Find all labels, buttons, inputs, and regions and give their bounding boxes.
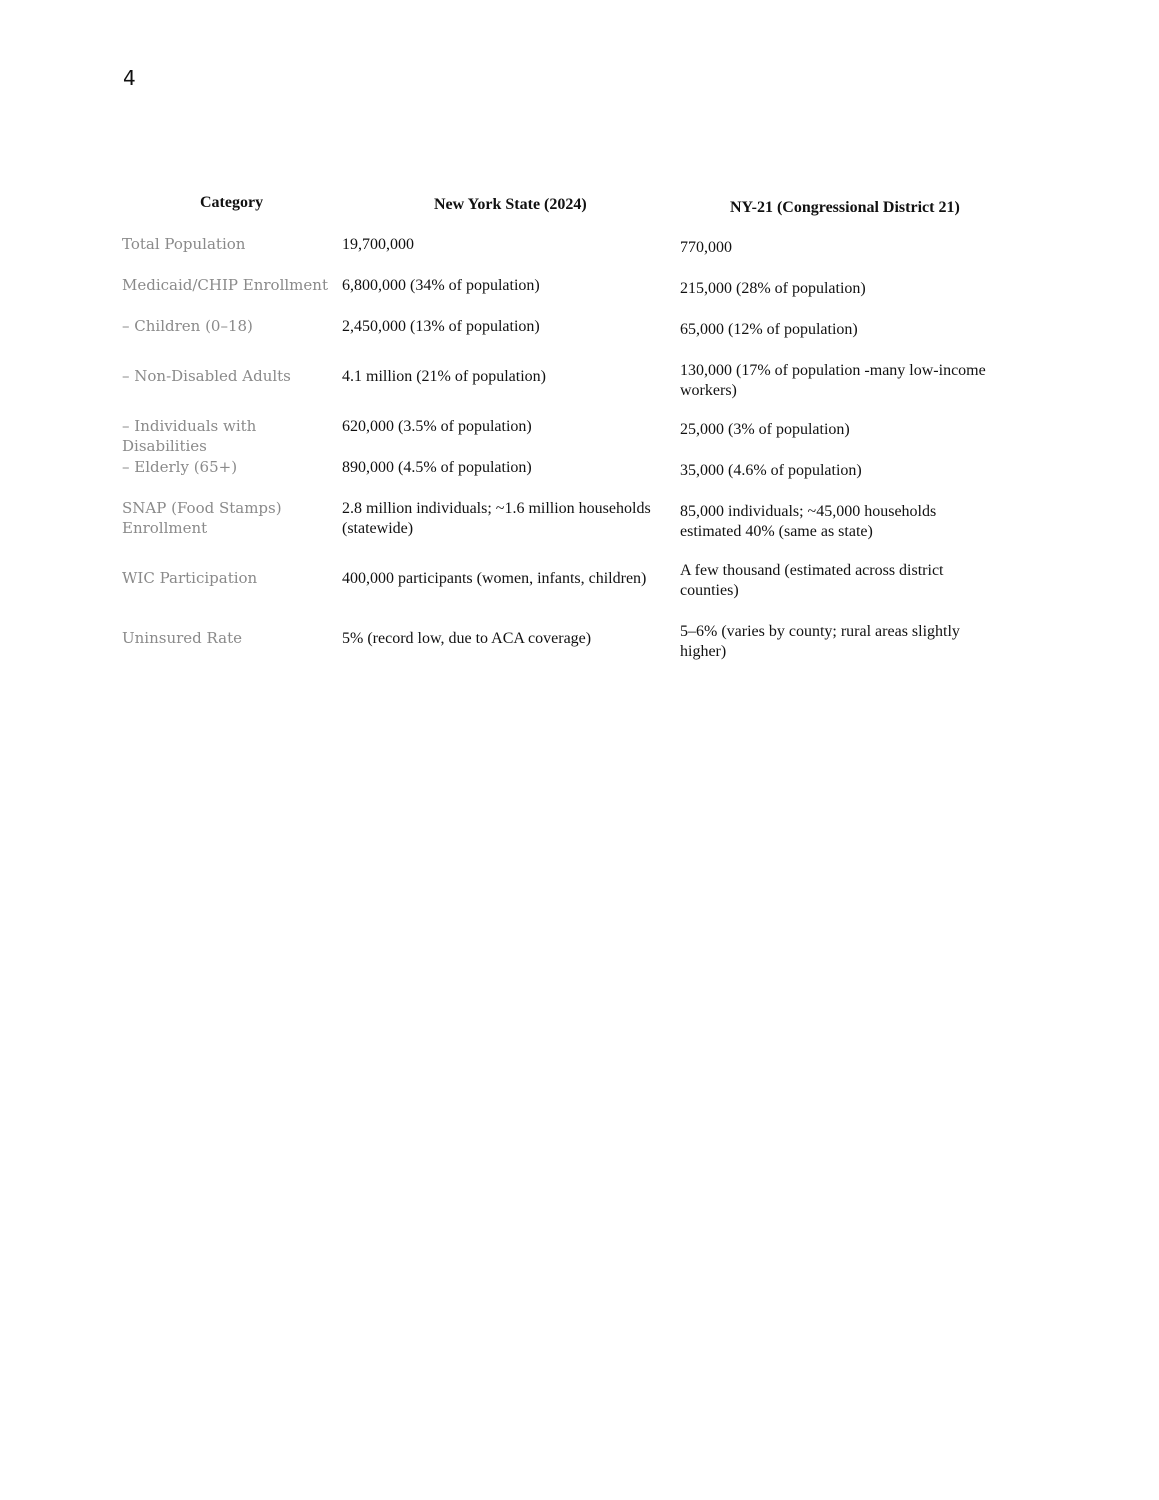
row-state-value: 5% (record low, due to ACA coverage) — [342, 630, 592, 647]
row-category: – Elderly (65+) — [122, 458, 238, 476]
row-district-value: 5–6% (varies by county; rural areas slightly higher) — [680, 623, 960, 660]
row-category: WIC Participation — [122, 569, 258, 587]
row-state-value: 400,000 participants (women, infants, children) — [342, 570, 647, 587]
row-category: – Children (0–18) — [122, 317, 253, 335]
row-district-value: 85,000 individuals; ~45,000 households estimated 40% (same as state) — [680, 503, 937, 540]
row-state-value: 2,450,000 (13% of population) — [342, 318, 540, 335]
row-state-value: 4.1 million (21% of population) — [342, 368, 546, 385]
row-state-value: 19,700,000 — [342, 236, 414, 253]
row-category: SNAP (Food Stamps) Enrollment — [122, 499, 282, 537]
header-ny21: NY-21 (Congressional District 21) — [730, 199, 960, 216]
header-new-york-state: New York State (2024) — [434, 196, 587, 213]
row-category: – Non-Disabled Adults — [122, 367, 291, 385]
row-category: Total Population — [122, 235, 246, 253]
row-district-value: 65,000 (12% of population) — [680, 321, 858, 338]
row-district-value: A few thousand (estimated across district counties) — [680, 562, 944, 599]
header-category: Category — [200, 194, 264, 211]
row-district-value: 130,000 (17% of population -many low-income workers) — [680, 362, 986, 399]
row-district-value: 215,000 (28% of population) — [680, 280, 866, 297]
row-district-value: 35,000 (4.6% of population) — [680, 462, 862, 479]
row-district-value: 770,000 — [680, 239, 732, 256]
row-category: Uninsured Rate — [122, 629, 243, 647]
row-district-value: 25,000 (3% of population) — [680, 421, 850, 438]
page-number: 4 — [123, 66, 136, 90]
row-category: – Individuals with Disabilities — [122, 417, 257, 455]
row-state-value: 2.8 million individuals; ~1.6 million households (statewide) — [342, 500, 651, 537]
row-state-value: 890,000 (4.5% of population) — [342, 459, 532, 476]
row-state-value: 620,000 (3.5% of population) — [342, 418, 532, 435]
row-category: Medicaid/CHIP Enrollment — [122, 276, 328, 294]
row-state-value: 6,800,000 (34% of population) — [342, 277, 540, 294]
